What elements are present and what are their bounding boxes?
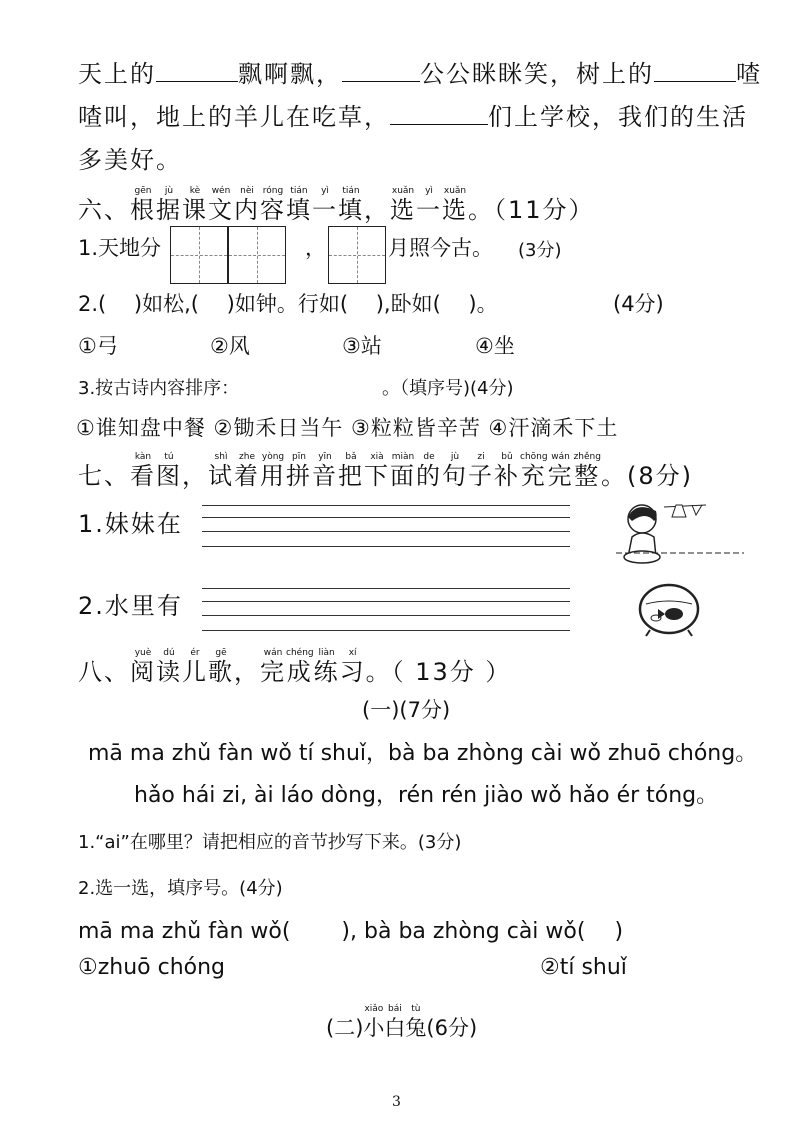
text: 公公眯眯笑，树上的	[420, 60, 654, 88]
pinyin-annotation: chéng	[286, 648, 314, 658]
text: 天上的	[78, 60, 156, 88]
pinyin-annotation: tù	[411, 1004, 421, 1014]
s8-q1: 1.“ai”在哪里？请把相应的音节抄写下来。(3分)	[78, 832, 462, 853]
ruby-char	[78, 452, 130, 490]
ruby-char	[442, 186, 468, 224]
hanzi: 音	[312, 462, 338, 490]
page-number: 3	[392, 1094, 401, 1110]
poem-line-1: mā ma zhǔ fàn wǒ tí shuǐ，bà ba zhòng cài wǒ zhuō chóng。	[88, 741, 758, 766]
s8-option-2: ②tí shuǐ	[540, 955, 627, 980]
ruby-char	[494, 452, 520, 490]
hanzi: 七、	[78, 462, 130, 490]
q3-options: ①谁知盘中餐 ②锄禾日当午 ③粒粒皆辛苦 ④汗滴禾下土	[76, 416, 619, 440]
pinyin-annotation: yì	[321, 186, 329, 196]
hanzi: 选	[442, 196, 468, 224]
writing-line	[202, 505, 570, 506]
q1-suffix: 月照今古。	[388, 236, 493, 260]
ruby-char	[548, 452, 574, 490]
ruby-char	[384, 1004, 405, 1042]
ruby-char	[260, 452, 286, 490]
hanzi: 习	[339, 658, 366, 686]
pinyin-annotation: nèi	[240, 186, 254, 196]
ruby-char	[208, 648, 234, 686]
writing-line	[202, 601, 570, 602]
hanzi: 白	[384, 1016, 406, 1040]
pinyin-annotation	[103, 186, 106, 196]
q2-option: ④坐	[475, 334, 515, 358]
writing-line	[202, 615, 570, 616]
pinyin-annotation: yuè	[134, 648, 152, 658]
pinyin-annotation: yì	[425, 186, 433, 196]
ruby-char	[314, 648, 340, 686]
hanzi: 看	[130, 462, 156, 490]
s7-q2: 2.水里有	[78, 592, 183, 620]
pinyin-annotation: xuǎn	[391, 186, 415, 196]
girl-washing-illustration	[606, 497, 746, 567]
pinyin-annotation: zhěng	[573, 452, 601, 462]
hanzi: 的	[416, 462, 442, 490]
pinyin-annotation	[194, 452, 197, 462]
poem-line-2: hǎo hái zi, ài láo dòng，rén rén jiào wǒ hǎo ér tóng。	[134, 783, 719, 808]
pinyin-annotation: tú	[164, 452, 174, 462]
pinyin-annotation: bái	[388, 1004, 402, 1014]
ruby-char	[130, 648, 156, 686]
section-6-heading	[78, 186, 595, 224]
pinyin-annotation: de	[423, 452, 435, 462]
pinyin-annotation: xiǎo	[364, 1004, 384, 1014]
pinyin-annotation: pīn	[292, 452, 306, 462]
hanzi: 小	[363, 1016, 385, 1040]
text: 飘啊飘，	[238, 60, 342, 88]
ruby-char	[78, 648, 130, 686]
text: 喳	[736, 60, 762, 88]
pinyin-annotation: wán	[263, 648, 283, 658]
q3-tail: 。（填序号)(4分)	[382, 378, 514, 399]
pinyin-annotation: shì	[214, 452, 228, 462]
ruby-char	[366, 648, 512, 686]
ruby-char	[260, 648, 286, 686]
ruby-char	[130, 186, 156, 224]
hanzi: ，	[234, 658, 260, 686]
s7-q1: 1.妹妹在	[78, 510, 183, 538]
hanzi: 补	[494, 462, 520, 490]
ruby-char	[182, 452, 208, 490]
hanzi: 一	[312, 196, 338, 224]
hanzi: 歌	[208, 658, 234, 686]
pinyin-annotation: kàn	[134, 452, 152, 462]
ruby-char	[340, 648, 366, 686]
ruby-char	[208, 452, 234, 490]
pinyin-annotation: tián	[342, 186, 360, 196]
pinyin-annotation: miàn	[391, 452, 415, 462]
pinyin-annotation	[376, 186, 379, 196]
hanzi: 六、	[78, 196, 130, 224]
tianzi-box[interactable]	[328, 226, 386, 284]
hanzi: 儿	[182, 658, 208, 686]
hanzi: 容	[260, 196, 286, 224]
ruby-char	[390, 186, 416, 224]
blank[interactable]	[156, 59, 238, 82]
part-2-title	[326, 1004, 477, 1042]
pinyin-annotation: jù	[164, 186, 174, 196]
writing-line[interactable]	[202, 546, 570, 547]
ruby-char	[442, 452, 468, 490]
pinyin-annotation: chōng	[520, 452, 548, 462]
pinyin-annotation: xuǎn	[443, 186, 467, 196]
ruby-char	[601, 452, 693, 490]
ruby-char	[286, 648, 314, 686]
hanzi: 面	[390, 462, 416, 490]
ruby-char	[286, 452, 312, 490]
hanzi: 着	[234, 462, 260, 490]
pinyin-annotation: tián	[290, 186, 308, 196]
ruby-char	[338, 452, 364, 490]
pinyin-annotation: wán	[551, 452, 570, 462]
ruby-char	[468, 186, 595, 224]
ruby-char	[520, 452, 548, 490]
hanzi: 。(8分)	[600, 462, 693, 490]
hanzi: 练	[313, 658, 340, 686]
hanzi: 选	[390, 196, 416, 224]
hanzi: 课	[182, 196, 208, 224]
fishbowl-illustration	[636, 582, 702, 638]
pinyin-annotation	[103, 648, 106, 658]
q2-text: 2.( )如松,( )如钟。行如( ),卧如( )。	[78, 292, 498, 316]
ruby-char	[182, 186, 208, 224]
writing-line	[202, 531, 570, 532]
ruby-char	[208, 186, 234, 224]
pinyin-annotation	[437, 648, 440, 658]
ruby-char	[130, 452, 156, 490]
ruby-char	[312, 186, 338, 224]
pinyin-annotation	[646, 452, 649, 462]
ruby-char	[234, 648, 260, 686]
hanzi: 成	[286, 658, 313, 686]
hanzi: 兔	[405, 1016, 427, 1040]
blank[interactable]	[342, 59, 420, 82]
part-2-score: (6分)	[426, 1016, 478, 1040]
q2-score: (4分)	[613, 292, 664, 316]
pinyin-annotation: bǎ	[345, 452, 357, 462]
pinyin-annotation	[246, 648, 249, 658]
ruby-char	[416, 186, 442, 224]
hanzi: 拼	[286, 462, 312, 490]
s8-q2: 2.选一选，填序号。(4分)	[78, 878, 283, 899]
hanzi: 下	[364, 462, 390, 490]
ruby-char	[405, 1004, 426, 1042]
hanzi: 图	[156, 462, 182, 490]
ruby-char	[182, 648, 208, 686]
hanzi: 完	[547, 462, 574, 490]
hanzi: 子	[468, 462, 494, 490]
pinyin-annotation: xí	[348, 648, 357, 658]
hanzi: 试	[208, 462, 234, 490]
pinyin-annotation	[530, 186, 533, 196]
hanzi: 用	[260, 462, 286, 490]
hanzi: 读	[156, 658, 182, 686]
part-1-title: (一)(7分)	[362, 698, 451, 722]
ruby-char	[78, 186, 130, 224]
hanzi: ，	[182, 462, 208, 490]
pinyin-annotation: liàn	[318, 648, 335, 658]
pinyin-annotation: ér	[190, 648, 200, 658]
hanzi: 填	[338, 196, 364, 224]
hanzi: 内	[234, 196, 260, 224]
ruby-char	[156, 648, 182, 686]
pinyin-annotation: yīn	[318, 452, 332, 462]
hanzi: 完	[260, 658, 286, 686]
ruby-char	[234, 186, 260, 224]
ruby-char	[234, 452, 260, 490]
pinyin-annotation: gē	[215, 648, 227, 658]
ruby-char	[364, 452, 390, 490]
section-7-heading	[78, 452, 693, 490]
q1-comma: ，	[305, 236, 326, 260]
s8-option-1: ①zhuō chóng	[78, 955, 226, 980]
blank[interactable]	[654, 59, 736, 82]
part-2-paren: (二)	[326, 1016, 364, 1040]
pinyin-annotation: yòng	[261, 452, 285, 462]
hanzi: 一	[416, 196, 442, 224]
ruby-char	[416, 452, 442, 490]
q1-score: (3分)	[518, 240, 562, 261]
section-8-heading	[78, 648, 511, 686]
ruby-char	[156, 452, 182, 490]
q3-text: 3.按古诗内容排序：	[78, 378, 240, 399]
pinyin-annotation: wén	[211, 186, 231, 196]
tianzi-box[interactable]	[170, 226, 228, 284]
hanzi: 文	[208, 196, 234, 224]
tianzi-box[interactable]	[228, 226, 286, 284]
hanzi: 。（ 13分 ）	[365, 658, 512, 686]
ruby-char	[312, 452, 338, 490]
ruby-char	[156, 186, 182, 224]
hanzi: 根	[130, 196, 156, 224]
hanzi: 整	[574, 462, 601, 490]
fill-line-1	[78, 54, 762, 89]
hanzi: 把	[338, 462, 364, 490]
hanzi: 填	[286, 196, 312, 224]
q2-option: ①弓	[78, 334, 118, 358]
pinyin-annotation: gēn	[134, 186, 152, 196]
ruby-char	[286, 186, 312, 224]
hanzi: 阅	[130, 658, 156, 686]
s8-q2-line: mā ma zhǔ fàn wǒ( ), bà ba zhòng cài wǒ( )	[78, 919, 624, 944]
fill-line-3: 多美好。	[78, 146, 182, 174]
q2-option: ②风	[210, 334, 250, 358]
ruby-char	[390, 452, 416, 490]
blank[interactable]	[390, 102, 488, 125]
pinyin-annotation: róng	[262, 186, 284, 196]
hanzi: 八、	[78, 658, 130, 686]
pinyin-annotation: zhe	[239, 452, 255, 462]
hanzi: 句	[442, 462, 468, 490]
ruby-char	[338, 186, 364, 224]
pinyin-annotation: dú	[163, 648, 175, 658]
hanzi: 。（11分）	[468, 196, 595, 224]
hanzi: 据	[156, 196, 182, 224]
text: 们上学校，我们的生活	[488, 103, 748, 131]
ruby-char	[468, 452, 494, 490]
pinyin-annotation: xià	[370, 452, 384, 462]
pinyin-annotation: jù	[450, 452, 460, 462]
hanzi: ，	[364, 196, 390, 224]
pinyin-annotation	[103, 452, 106, 462]
pinyin-annotation: kè	[189, 186, 201, 196]
pinyin-annotation: zi	[477, 452, 485, 462]
ruby-char	[363, 1004, 384, 1042]
ruby-char	[364, 186, 390, 224]
text: 喳叫，地上的羊儿在吃草，	[78, 103, 390, 131]
writing-line	[202, 517, 570, 518]
ruby-char	[260, 186, 286, 224]
ruby-char	[574, 452, 601, 490]
fill-line-2	[78, 97, 748, 132]
pinyin-annotation: bǔ	[501, 452, 513, 462]
writing-line[interactable]	[202, 630, 570, 631]
q1-prefix: 1.天地分	[78, 236, 162, 260]
writing-line	[202, 588, 570, 589]
q2-option: ③站	[342, 334, 382, 358]
hanzi: 充	[520, 462, 547, 490]
